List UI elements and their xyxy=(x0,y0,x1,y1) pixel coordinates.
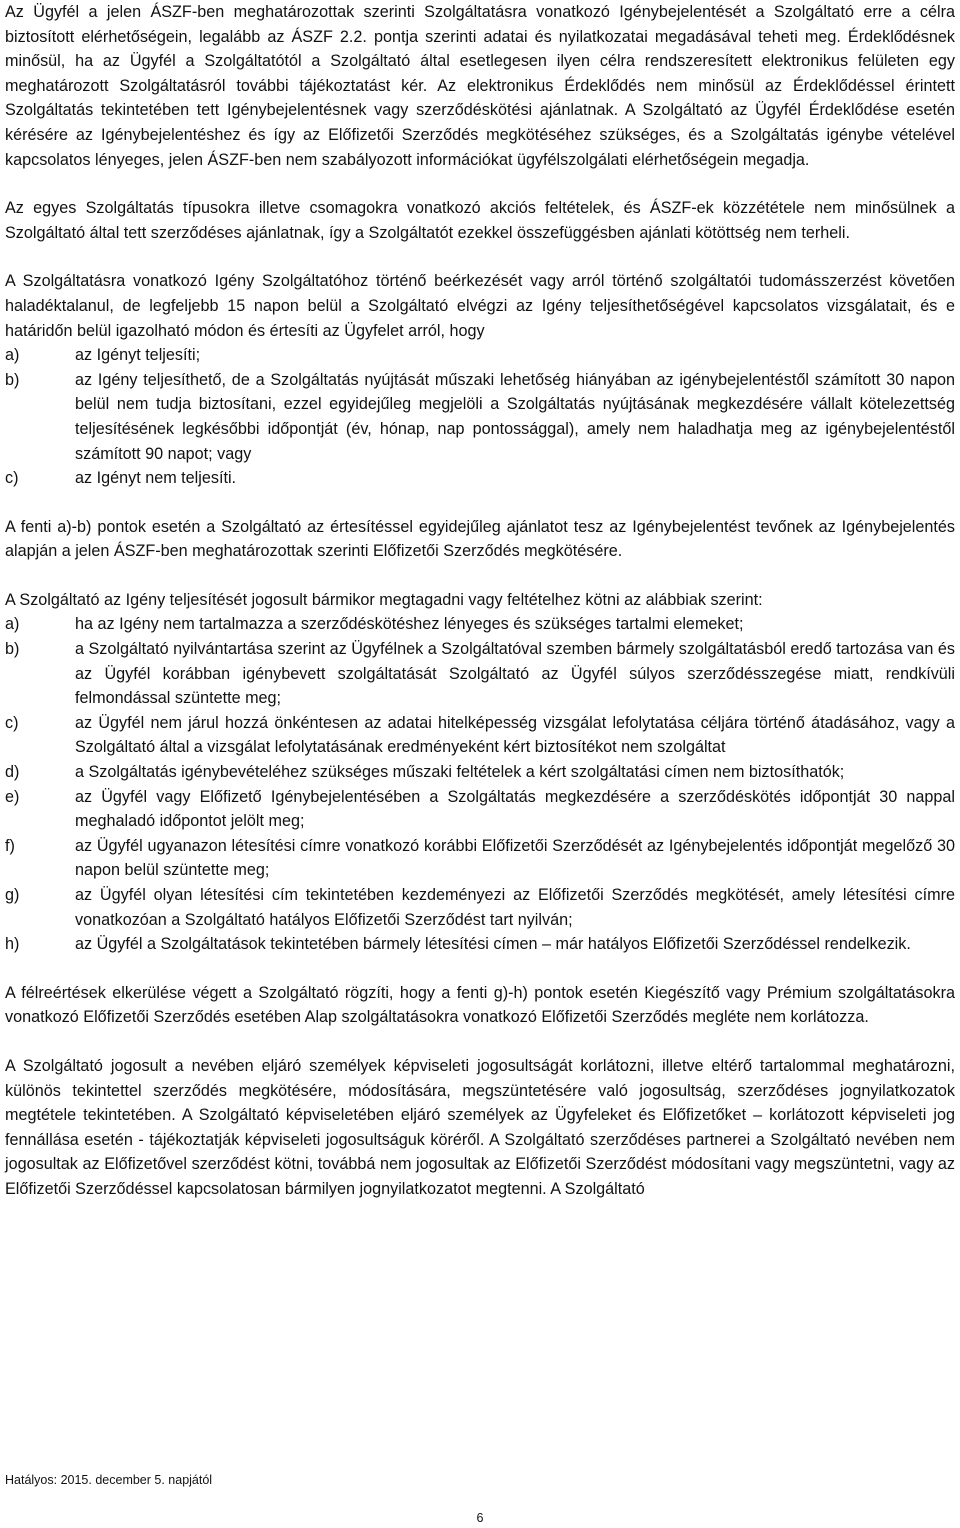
paragraph-representation: A Szolgáltató jogosult a nevében eljáró személyek képviseleti jogosultságát korlátozni, illetve eltérő tartalommal meghatározni, különös tekintettel szerződés megkötésére, módosítására, megszüntetésére való jogosultság, szerződéses jognyilatkozatok megtétele tekintetében. A Szolgáltató képviseletében eljáró személyek az Ügyfeleket és Előfizetőket – korlátozott képviseleti jog fennállása esetén - tájékoztatják képviseleti jogosultságuk köréről. A Szolgáltató szerződéses partnerei a Szolgáltató nevében nem jogosultak az Előfizetővel szerződést kötni, továbbá nem jogosultak az Előfizetői Szerződést módosítani vagy megszüntetni, vagy az Előfizetői Szerződéssel kapcsolatosan bármilyen jognyilatkozatot megtenni. A Szolgáltató xyxy=(5,1056,955,1198)
list-item xyxy=(5,711,955,760)
list-marker: a) xyxy=(5,615,20,634)
list-marker: c) xyxy=(5,713,19,732)
list-marker: b) xyxy=(5,370,20,389)
list-item xyxy=(5,368,955,466)
page-number: 6 xyxy=(476,1511,484,1525)
paragraph-inquiry: Az Ügyfél a jelen ÁSZF-ben meghatározottak szerinti Szolgáltatásra vonatkozó Igénybejelentését a Szolgáltató erre a célra biztosított elérhetőségein, legalább az ÁSZF 2.2. pontja szerinti adatai és nyilatkozatai megadásával teheti meg. Érdeklődésnek minősül, ha az Ügyfél a Szolgáltatótól a Szolgáltató által esetlegesen ilyen célra rendszeresített elektronikus felületen egy meghatározott Szolgáltatásról további tájékoztatást kér. Az elektronikus Érdeklődés nem minősül az Érdeklődéssel érintett Szolgáltatás tekintetében tett Igénybejelentésnek vagy szerződéskötési ajánlatnak. A Szolgáltató az Ügyfél Érdeklődése esetén kérésére az Igénybejelentéshez és így az Előfizetői Szerződés megkötéséhez szükséges, és a Szolgáltatás igénybe vételével kapcsolatos lényeges, jelen ÁSZF-ben nem szabályozott információkat ügyfélszolgálati elérhetőségein megadja. xyxy=(5,3,955,169)
list-marker: d) xyxy=(5,763,20,782)
list-item-text: a Szolgáltatás igénybevételéhez szükséges műszaki feltételek a kért szolgáltatási címen nem biztosíthatók; xyxy=(75,763,845,782)
list-item xyxy=(5,785,955,834)
list-item-text: az Ügyfél nem járul hozzá önkéntesen az adatai hitelképesség vizsgálat lefolytatása céljára történő átadásához, vagy a Szolgáltató által a vizsgálat lefolytatásának eredményeként kért biztosítékot nem szolgáltat xyxy=(75,713,955,757)
list-item-text: az Igényt teljesíti; xyxy=(75,346,201,365)
list-item xyxy=(5,834,955,883)
list-marker: b) xyxy=(5,640,20,659)
list-marker: c) xyxy=(5,469,19,488)
list-item xyxy=(5,760,955,785)
list-item-text: az Ügyfél ugyanazon létesítési címre vonatkozó korábbi Előfizetői Szerződését az Igénybejelentés időpontját megelőző 30 napon belül szüntette meg; xyxy=(75,836,955,880)
footer-effective-date: Hatályos: 2015. december 5. napjától xyxy=(5,1473,213,1487)
list-item-text: az Ügyfél olyan létesítési cím tekintetében kezdeményezi az Előfizetői Szerződés megkötését, amely létesítési címre vonatkozóan a Szolgáltató hatályos Előfizetői Szerződést tart nyilván; xyxy=(75,886,955,929)
list-item-text: az Ügyfél a Szolgáltatások tekintetében bármely létesítési címen – már hatályos Előfizetői Szerződéssel rendelkezik. xyxy=(75,935,911,954)
list-item-text: ha az Igény nem tartalmazza a szerződéskötéshez lényeges és szükséges tartalmi elemeket; xyxy=(75,615,744,634)
list-item-text: az Igény teljesíthető, de a Szolgáltatás nyújtását műszaki lehetőség hiányában az igénybejelentéstől számított 30 napon belül nem tudja biztosítani, ezzel egyidejűleg megjelöli a Szolgáltatás nyújtásának megkezdésére vállalt kötelezettség teljesítésének legkésőbbi időpontját (év, hónap, nap pontossággal), amely nem haladhatja meg az igénybejelentéstől számított 90 napot; vagy xyxy=(75,370,955,463)
list-item xyxy=(5,637,955,711)
list-item xyxy=(5,883,955,932)
list-marker: h) xyxy=(5,935,20,954)
list-marker: f) xyxy=(5,836,15,855)
list-marker: a) xyxy=(5,346,20,365)
list-item-text: az Igényt nem teljesíti. xyxy=(75,469,237,488)
list-item xyxy=(5,343,955,368)
list-item xyxy=(5,466,955,491)
list-item-text: a Szolgáltató nyilvántartása szerint az Ügyfélnek a Szolgáltatóval szemben bármely szolgáltatásból eredő tartozása van és az Ügyfél korábban igénybevett szolgáltatását Szolgáltató az Ügyfél súlyos szerződésszegése miatt, rendkívüli felmondással szüntette meg; xyxy=(75,640,955,708)
paragraph-offer: A fenti a)-b) pontok esetén a Szolgáltató az értesítéssel egyidejűleg ajánlatot tesz az Igénybejelentést tevőnek az Igénybejelentés alapján a jelen ÁSZF-ben meghatározottak szerinti Előfizetői Szerződés megkötésére. xyxy=(5,517,955,561)
list-item-text: az Ügyfél vagy Előfizető Igénybejelentésében a Szolgáltatás megkezdésére a szerződéskötés időpontját 30 nappal meghaladó időpontot jelölt meg; xyxy=(75,787,955,831)
paragraph-clarification: A félreértések elkerülése végett a Szolgáltató rögzíti, hogy a fenti g)-h) pontok esetén Kiegészítő vagy Prémium szolgáltatásokra vonatkozó Előfizetői Szerződés esetében Alap szolgáltatásokra vonatkozó Előfizetői Szerződés megléte nem korlátozza. xyxy=(5,983,955,1027)
document-page xyxy=(5,0,955,1202)
list-marker: e) xyxy=(5,787,20,806)
refusal-conditions-list xyxy=(5,612,955,956)
request-outcome-list xyxy=(5,343,955,491)
list-item xyxy=(5,932,955,957)
list-item xyxy=(5,612,955,637)
list-marker: g) xyxy=(5,886,20,904)
paragraph-request-processing: A Szolgáltatásra vonatkozó Igény Szolgáltatóhoz történő beérkezését vagy arról történő szolgáltatói tudomásszerzést követően haladéktalanul, de legfeljebb 15 napon belül a Szolgáltató elvégzi az Igény teljesíthetőségével kapcsolatos vizsgálatait, és e határidőn belül igazolható módon és értesíti az Ügyfelet arról, hogy xyxy=(5,272,955,340)
paragraph-refusal-intro: A Szolgáltató az Igény teljesítését jogosult bármikor megtagadni vagy feltételhez kötni az alábbiak szerint: xyxy=(5,590,763,609)
paragraph-promotions: Az egyes Szolgáltatás típusokra illetve csomagokra vonatkozó akciós feltételek, és ÁSZF-ek közzététele nem minősülnek a Szolgáltató által tett szerződéses ajánlatnak, így a Szolgáltatót ezekkel összefüggésben ajánlati kötöttség nem terheli. xyxy=(5,199,955,242)
